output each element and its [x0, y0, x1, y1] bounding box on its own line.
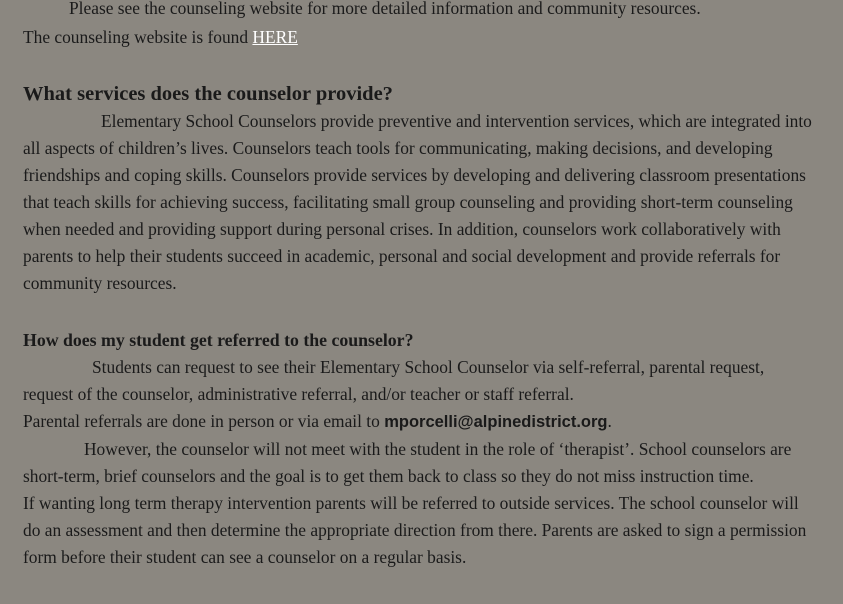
intro-line-1: Please see the counseling website for more detailed information and community resources.	[69, 0, 701, 18]
referral-paragraph-1: Students can request to see their Elementary School Counselor via self-referral, parental request, request of the counselor, administrative referral, and/or teacher or staff referral.	[23, 357, 765, 404]
services-heading: What services does the counselor provide?	[23, 83, 393, 105]
referral-paragraph-4: If wanting long term therapy intervention parents will be referred to outside services. The school counselor will do an assessment and then determine the appropriate direction from there. Parents are asked to sign a permission form before their student can see a counselor on a regular basis.	[23, 493, 807, 567]
intro-line-2-text: The counseling website is found	[23, 27, 253, 47]
services-section	[23, 81, 817, 297]
referral-paragraph-3: However, the counselor will not meet with the student in the role of ‘therapist’. School counselors are short-term, brief counselors and the goal is to get them back to class so they do not miss instruction time.	[23, 439, 792, 486]
services-body: Elementary School Counselors provide preventive and intervention services, which are integrated into all aspects of children’s lives. Counselors teach tools for communicating, making decisions, and developing friendships and coping skills. Counselors provide services by developing and delivering classroom presentations that teach skills for achieving success, facilitating small group counseling and providing short-term counseling when needed and providing support during personal crises. In addition, counselors work collaboratively with parents to help their students succeed in academic, personal and social development and provide referrals for community resources.	[23, 111, 812, 293]
referral-paragraph-2	[23, 408, 817, 436]
counseling-website-link[interactable]: HERE	[252, 27, 298, 47]
referral-paragraph-2-text: Parental referrals are done in person or via email to	[23, 411, 385, 431]
referral-section	[23, 327, 817, 571]
referral-heading: How does my student get referred to the counselor?	[23, 330, 414, 350]
intro-line-2	[23, 24, 298, 51]
counselor-email: mporcelli@alpinedistrict.org	[384, 413, 608, 431]
referral-paragraph-2-end: .	[607, 411, 612, 431]
